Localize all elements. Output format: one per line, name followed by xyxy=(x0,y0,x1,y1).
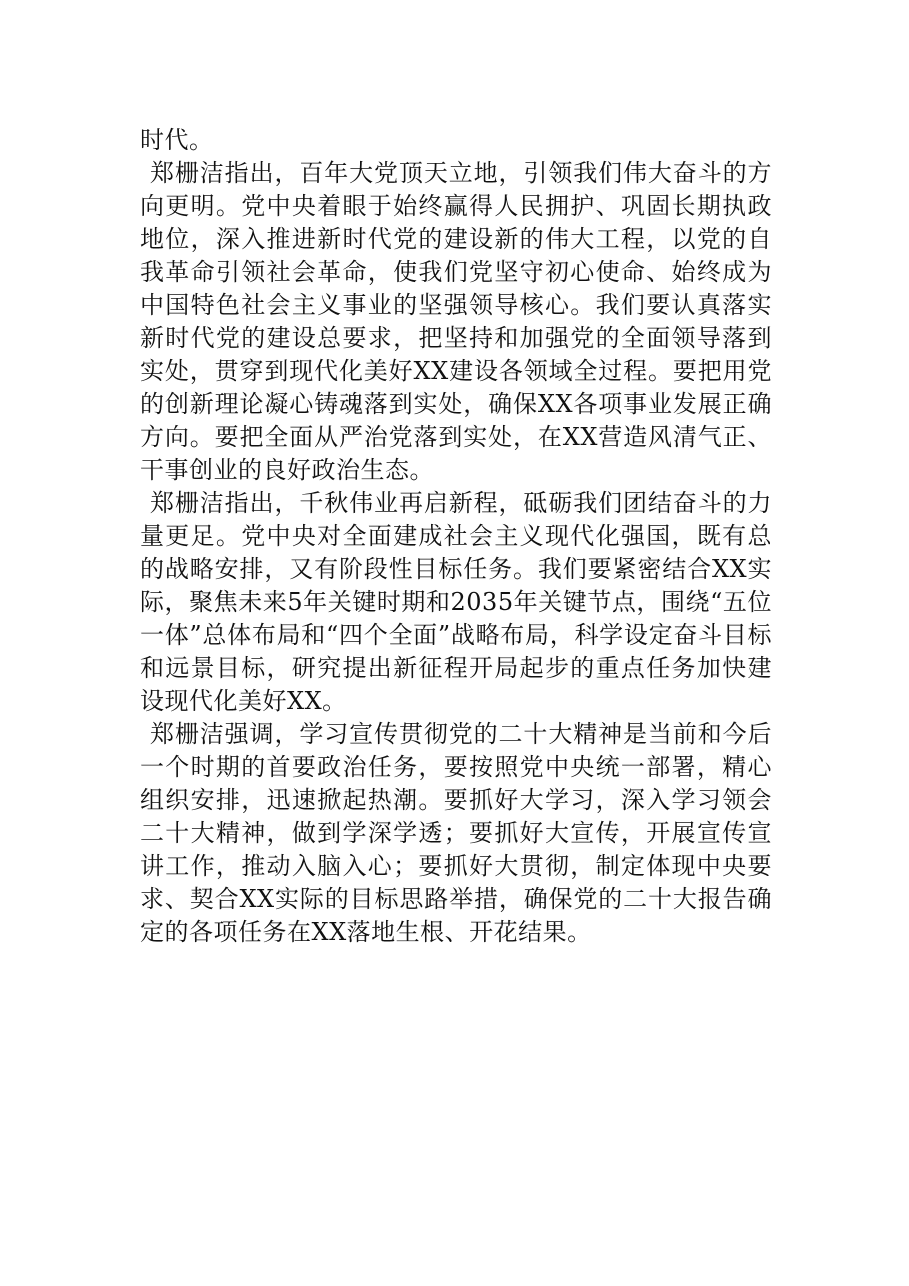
document-body xyxy=(140,124,772,949)
paragraph-study-propaganda: 郑栅洁强调，学习宣传贯彻党的二十大精神是当前和今后一个时期的首要政治任务，要按照党中央统一部署，精心组织安排，迅速掀起热潮。要抓好大学习，深入学习领会二十大精神，做到学深学透；要抓好大宣传，开展宣传宣讲工作，推动入脑入心；要抓好大贯彻，制定体现中央要求、契合XX实际的目标思路举措，确保党的二十大报告确定的各项任务在XX落地生根、开花结果。 xyxy=(140,720,772,946)
paragraph-continuation: 时代。 xyxy=(140,126,214,154)
paragraph-new-journey: 郑栅洁指出，千秋伟业再启新程，砥砺我们团结奋斗的力量更足。党中央对全面建成社会主义现代化强国，既有总的战略安排，又有阶段性目标任务。我们要紧密结合XX实际，聚焦未来5年关键时期和2035年关键节点，围绕“五位一体”总体布局和“四个全面”战略布局，科学设定奋斗目标和远景目标，研究提出新征程开局起步的重点任务加快建设现代化美好XX。 xyxy=(140,489,772,715)
paragraph-party-building: 郑栅洁指出，百年大党顶天立地，引领我们伟大奋斗的方向更明。党中央着眼于始终赢得人民拥护、巩固长期执政地位，深入推进新时代党的建设新的伟大工程，以党的自我革命引领社会革命，使我们党坚守初心使命、始终成为中国特色社会主义事业的坚强领导核心。我们要认真落实新时代党的建设总要求，把坚持和加强党的全面领导落到实处，贯穿到现代化美好XX建设各领域全过程。要把用党的创新理论凝心铸魂落到实处，确保XX各项事业发展正确方向。要把全面从严治党落到实处，在XX营造风清气正、干事创业的良好政治生态。 xyxy=(140,159,772,484)
